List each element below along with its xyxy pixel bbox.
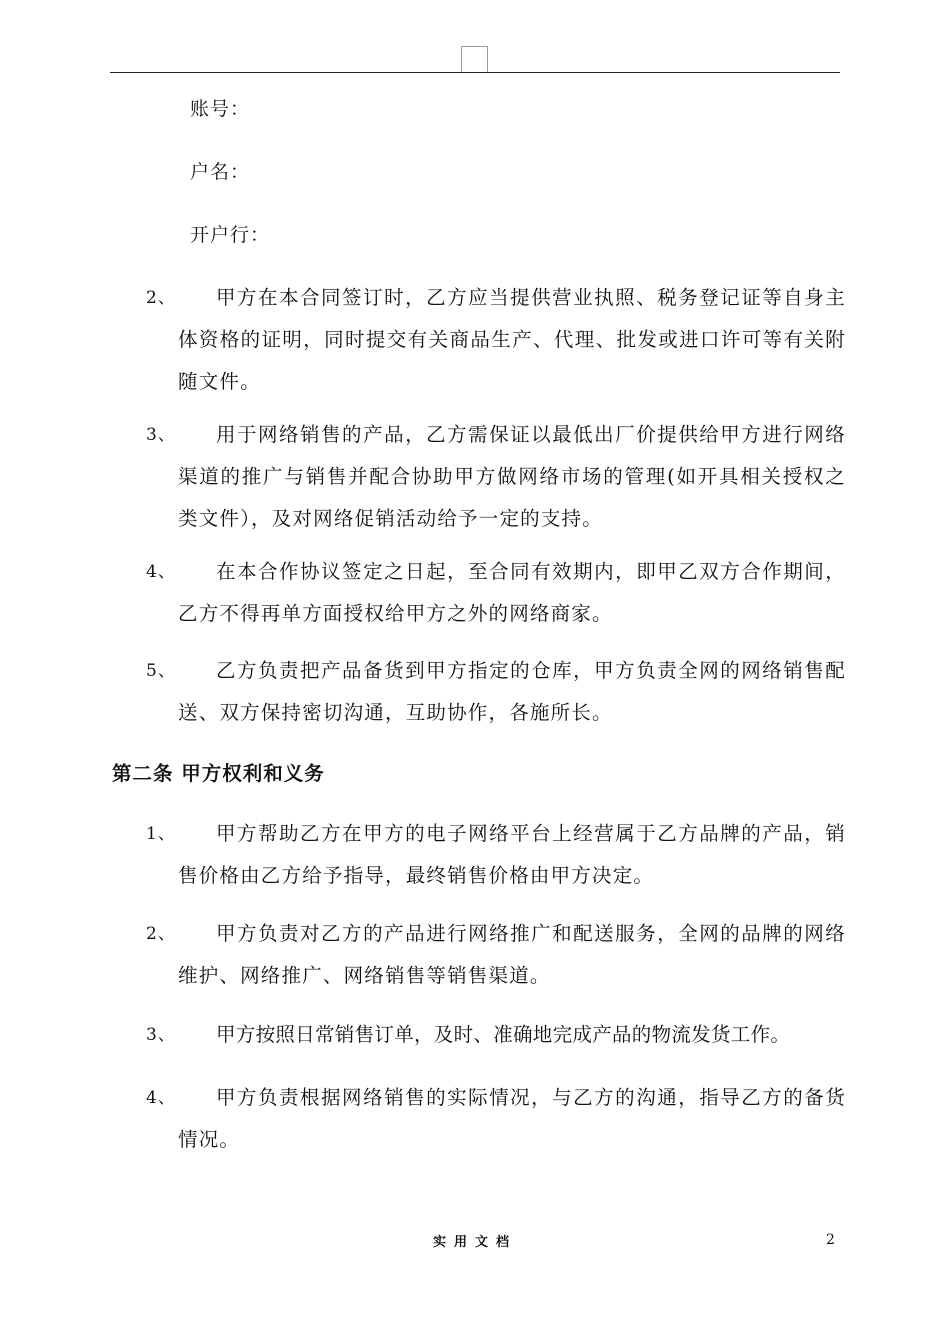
list-item [146,1077,846,1161]
item-text: 甲方按照日常销售订单，及时、准确地完成产品的物流发货工作。 [216,1023,791,1046]
bank-label: 开户行： [190,224,271,246]
list-item [146,1014,846,1056]
list-item [146,913,846,997]
item-text: 甲方在本合同签订时，乙方应当提供营业执照、税务登记证等自身主体资格的证明，同时提交有关商品生产、代理、批发或进口许可等有关附随文件。 [178,286,846,393]
footer-label: 实用文档 [432,1235,517,1250]
header-box-mark [461,46,488,72]
page-number: 2 [826,1232,835,1248]
list-item [146,813,846,897]
item-text: 乙方负责把产品备货到甲方指定的仓库，甲方负责全网的网络销售配送、双方保持密切沟通，互助协作，各施所长。 [178,659,846,724]
list-item [146,414,846,540]
item-number: 2、 [146,924,176,944]
item-text: 甲方负责对乙方的产品进行网络推广和配送服务，全网的品牌的网络维护、网络推广、网络销售等销售渠道。 [178,922,846,987]
item-text: 用于网络销售的产品，乙方需保证以最低出厂价提供给甲方进行网络渠道的推广与销售并配合协助甲方做网络市场的管理(如开具相关授权之类文件），及对网络促销活动给予一定的支持。 [178,423,846,530]
item-text: 甲方帮助乙方在甲方的电子网络平台上经营属于乙方品牌的产品，销售价格由乙方给予指导，最终销售价格由甲方决定。 [178,822,846,887]
item-number: 1、 [146,824,176,844]
list-item [146,551,846,635]
item-number: 3、 [146,425,176,445]
item-number: 2、 [146,288,176,308]
item-text: 甲方负责根据网络销售的实际情况，与乙方的沟通，指导乙方的备货情况。 [178,1086,846,1151]
item-number: 4、 [146,562,176,582]
section-title: 第二条 甲方权利和义务 [112,762,325,785]
item-text: 在本合作协议签定之日起，至合同有效期内，即甲乙双方合作期间，乙方不得再单方面授权给甲方之外的网络商家。 [178,560,846,625]
list-item [146,277,846,403]
item-number: 3、 [146,1025,176,1045]
list-item [146,650,846,734]
item-number: 5、 [146,661,176,681]
account-number-label: 账号： [190,98,251,120]
account-name-label: 户名： [190,161,251,183]
item-number: 4、 [146,1088,176,1108]
header-rule [110,72,840,73]
